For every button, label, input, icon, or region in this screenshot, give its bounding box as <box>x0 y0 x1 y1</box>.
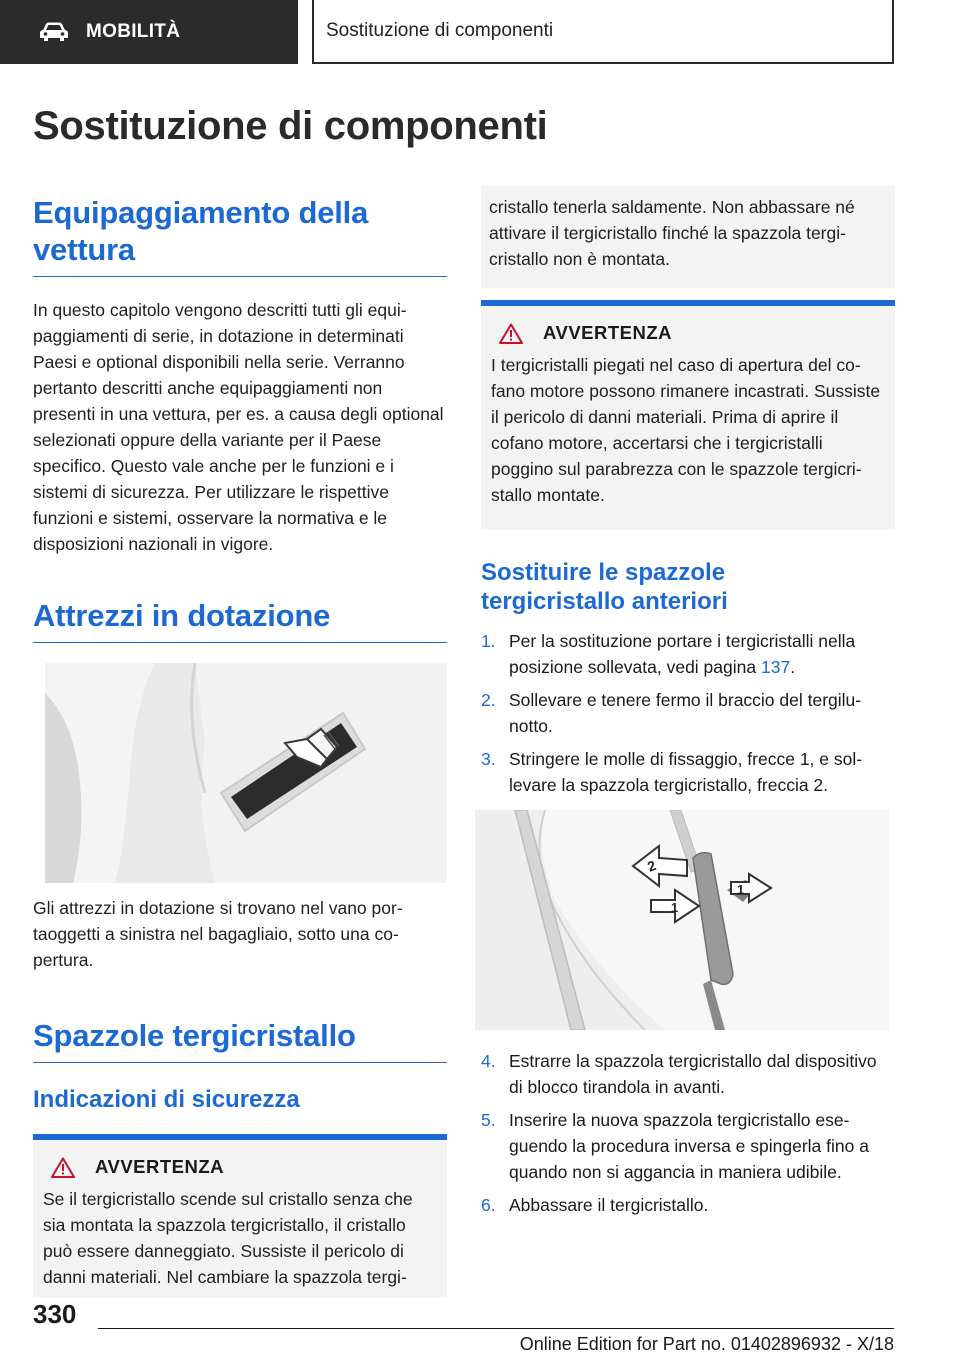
step-text-main: Per la sostituzione portare i tergicristalli nella posizione sollevata, vedi pagina <box>509 631 856 677</box>
arrow-1-left-label: 1 <box>671 900 679 915</box>
wiper-removal-illustration <box>475 810 889 1030</box>
section-label: MOBILITÀ <box>86 21 181 42</box>
step-text <box>509 1048 895 1100</box>
step-item <box>481 628 895 680</box>
step-item <box>481 746 895 798</box>
step-text-tail: . <box>790 657 796 677</box>
steps-list-1 <box>481 628 895 798</box>
step-number: 3. <box>481 749 496 769</box>
step-text-main: Sollevare e tenere fermo il braccio del tergilunotto. <box>509 690 862 736</box>
footer-divider <box>98 1328 894 1329</box>
header-section-tab <box>0 0 298 64</box>
warning-triangle-icon <box>51 1157 75 1178</box>
chapter-title: Sostituzione di componenti <box>326 20 554 41</box>
step-number: 4. <box>481 1051 496 1071</box>
step-text-main: Estrarre la spazzola tergicristallo dal dispositivo di blocco tirandola in avanti. <box>509 1051 877 1097</box>
car-icon <box>38 21 70 43</box>
heading-safety: Indicazioni di sicurezza <box>33 1086 300 1113</box>
warning-header <box>499 322 885 344</box>
warning-text-part-1: Se il tergicristallo scende sul cristallo senza che sia montata la spazzola tergicristallo, il cristallo può essere danneggiato. Sussiste il pericolo di danni materiali. Nel cambiare la spazzola tergi- <box>43 1189 413 1287</box>
heading-tools: Attrezzi in dotazione <box>33 597 447 643</box>
steps-list-2 <box>481 1048 895 1218</box>
arrow-2-label: 2 <box>645 856 659 875</box>
left-column <box>33 194 447 1298</box>
page-reference-link[interactable]: 137 <box>760 657 791 677</box>
step-item <box>481 1048 895 1100</box>
heading-replace-wipers: Sostituire le spazzole tergicristallo anteriori <box>481 559 728 615</box>
page-title: Sostituzione di componenti <box>33 104 548 148</box>
step-item <box>481 1107 895 1185</box>
step-number: 5. <box>481 1110 496 1130</box>
step-text-main: Inserire la nuova spazzola tergicristallo eseguendo la procedura inversa e spingerla fino a quando non si aggancia in maniera udibile. <box>509 1110 869 1182</box>
warning-title: AVVERTENZA <box>543 322 673 343</box>
wiper-removal-figure <box>475 810 889 1030</box>
step-number: 1. <box>481 631 496 651</box>
warning-2-text: I tergicristalli piegati nel caso di apertura del cofano motore possono rimanere incastrati. Sussiste il pericolo di danni materiali. Prima di aprire il cofano motore, accertarsi che i tergicristalli poggino sul parabrezza con le spazzole tergicristallo montate. <box>491 355 881 505</box>
warning-title: AVVERTENZA <box>95 1156 225 1177</box>
tools-caption: Gli attrezzi in dotazione si trovano nel vano portaoggetti a sinistra nel bagagliaio, sotto una copertura. <box>33 898 403 970</box>
warning-header <box>51 1156 437 1178</box>
warning-box-1-continued <box>481 186 895 288</box>
step-number: 6. <box>481 1195 496 1215</box>
step-text <box>509 746 895 798</box>
step-item <box>481 687 895 739</box>
step-number: 2. <box>481 690 496 710</box>
warning-triangle-icon <box>499 323 523 344</box>
step-text <box>509 1192 895 1218</box>
step-text-main: Stringere le molle di fissaggio, frecce 1, e sollevare la spazzola tergicristallo, freccia 2. <box>509 749 863 795</box>
arrow-1-right-label: 1 <box>737 882 745 897</box>
heading-wipers: Spazzole tergicristallo <box>33 1017 447 1063</box>
warning-text-part-2: cristallo tenerla saldamente. Non abbassare né attivare il tergicristallo finché la spazzola tergicristallo non è montata. <box>489 197 855 269</box>
step-text <box>509 687 895 739</box>
footer-edition: Online Edition for Part no. 01402896932 - X/18 <box>519 1334 894 1354</box>
warning-box-1 <box>33 1134 447 1298</box>
tools-compartment-illustration <box>45 663 447 883</box>
right-column <box>481 186 895 1225</box>
page-number: 330 <box>33 1299 77 1329</box>
step-text-main: Abbassare il tergicristallo. <box>509 1195 709 1215</box>
chapter-header <box>312 0 894 64</box>
warning-box-2 <box>481 300 895 530</box>
equipment-text: In questo capitolo vengono descritti tutti gli equipaggiamenti di serie, in dotazione in determinati Paesi e optional disponibili nella serie. Verranno pertanto descritti anche equipaggiamenti non presenti in una vettura, per es. a causa degli optional selezionati oppure della variante per il Paese specifico. Questo vale anche per le funzioni e i sistemi di sicurezza. Per utilizzare le rispettive funzioni e sistemi, osservare la normativa e le disposizioni nazionali in vigore. <box>33 300 444 554</box>
heading-equipment: Equipaggiamento della vettura <box>33 194 447 277</box>
step-item <box>481 1192 895 1218</box>
tools-compartment-figure <box>45 663 447 883</box>
step-text <box>509 1107 895 1185</box>
step-text <box>509 628 895 680</box>
